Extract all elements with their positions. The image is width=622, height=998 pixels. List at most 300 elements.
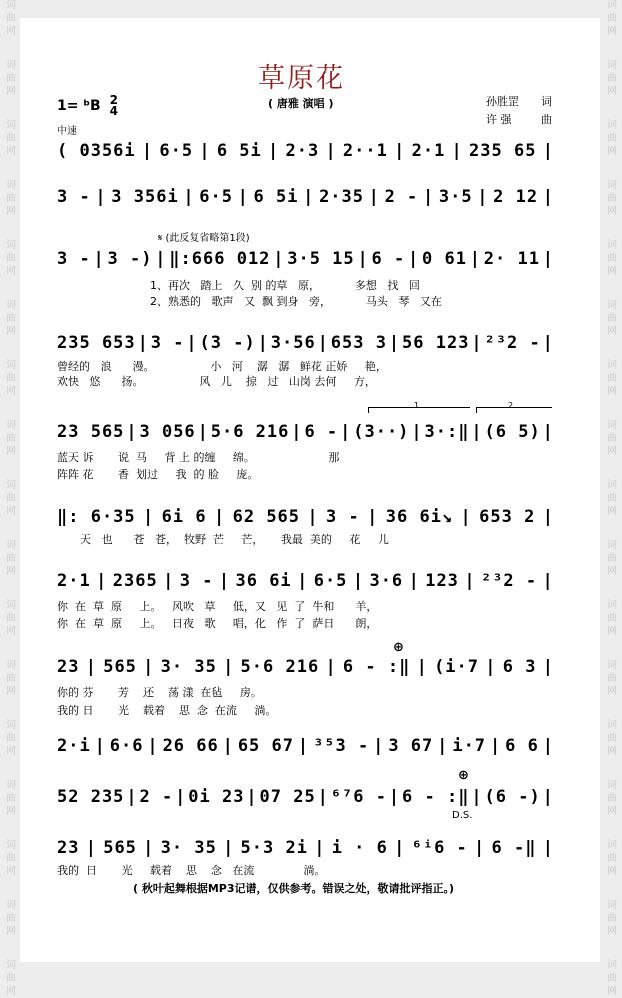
lyric-line-row7-verse2: 你 在 草 原 上。 日夜 歌 唱，化 作 了 萨日 朗， <box>57 617 378 630</box>
lyric-line-row4-verse2: 欢快 悠 扬。 风 儿 掠 过 山岗 去何 方， <box>57 375 376 388</box>
measure: 52 235 <box>57 787 125 807</box>
barline: | <box>143 838 155 858</box>
watermark-char: 网 <box>607 86 617 97</box>
watermark-char: 曲 <box>607 493 617 504</box>
barline: | <box>141 141 154 161</box>
measure: 2·1 <box>411 141 446 161</box>
barline: | <box>408 571 420 591</box>
measure: 3·6 <box>369 571 404 591</box>
barline: | <box>237 187 249 207</box>
coda-icon-1: ⊕ <box>393 640 404 655</box>
measure: 3·56 <box>270 333 316 353</box>
watermark-char: 曲 <box>607 613 617 624</box>
measure: 2 - <box>139 787 174 807</box>
watermark-char: 曲 <box>6 853 16 864</box>
watermark-char: 词 <box>6 300 16 311</box>
measure: 123 <box>425 571 459 591</box>
barline: | <box>542 333 554 353</box>
lyric-line-row7-verse1: 你 在 草 原 上。 风吹 草 低，又 见 了 牛和 羊， <box>57 600 378 613</box>
barline: | <box>317 787 329 807</box>
watermark-char: 词 <box>607 360 617 371</box>
barline: | <box>175 787 187 807</box>
watermark-char: 网 <box>607 866 617 877</box>
barline: | <box>325 141 337 161</box>
barline: | <box>155 249 167 269</box>
lyric-line-row5-verse2: 阵阵 花 香 划过 我 的 脸 庞。 <box>57 468 259 481</box>
measure: 653 3 <box>330 333 387 353</box>
watermark-char: 词 <box>6 540 16 551</box>
measure: 6 - :‖ <box>402 787 470 807</box>
measure: 3· 35 <box>160 657 217 677</box>
measure: 3· 35 <box>160 838 217 858</box>
measure: ²³2 - <box>480 571 538 591</box>
barline: | <box>474 838 486 858</box>
barline: | <box>85 657 97 677</box>
watermark-char: 网 <box>607 26 617 37</box>
watermark-char: 网 <box>607 986 617 997</box>
watermark-char: 词 <box>6 840 16 851</box>
barline: | <box>388 787 401 807</box>
barline: | <box>163 571 175 591</box>
watermark-char: 词 <box>607 720 617 731</box>
measure: 36 6i <box>235 571 292 591</box>
watermark-char: 曲 <box>6 493 16 504</box>
barline: | <box>411 422 423 442</box>
watermark-char: 网 <box>607 686 617 697</box>
ds-label: D.S. <box>452 810 473 821</box>
barline: | <box>126 787 138 807</box>
barline: | <box>542 187 554 207</box>
watermark-char: 网 <box>6 986 16 997</box>
watermark-char: 词 <box>6 240 16 251</box>
barline: | <box>542 422 554 442</box>
watermark-char: 词 <box>6 960 16 971</box>
watermark-char: 网 <box>6 866 16 877</box>
notation-row <box>57 505 554 529</box>
barline: | <box>307 507 319 527</box>
watermark-char: 词 <box>6 420 16 431</box>
watermark-char: 曲 <box>607 913 617 924</box>
barline: | <box>437 736 449 756</box>
barline: | <box>186 333 198 353</box>
watermark-char: 曲 <box>6 193 16 204</box>
measure: 65 67 <box>237 736 294 756</box>
measure: 6·6 <box>109 736 144 756</box>
measure: (6 5) <box>484 422 541 442</box>
watermark-char: 曲 <box>6 613 16 624</box>
singer-line: ( 唐雅 演唱 ) <box>268 97 334 110</box>
watermark-char: 曲 <box>607 553 617 564</box>
barline: | <box>542 507 554 527</box>
measure: 6·5 <box>159 141 194 161</box>
watermark-char: 曲 <box>6 373 16 384</box>
watermark-char: 网 <box>607 626 617 637</box>
watermark-char: 网 <box>6 926 16 937</box>
barline: | <box>268 141 280 161</box>
lyric-line-row8-verse1: 你的 芬 芳 还 荡 漾 在毡 房。 <box>57 686 262 699</box>
measure: 6 5i <box>216 141 262 161</box>
measure: 2··1 <box>342 141 388 161</box>
watermark-char: 曲 <box>6 13 16 24</box>
watermark-char: 词 <box>607 840 617 851</box>
watermark-char: 曲 <box>6 253 16 264</box>
coda-icon-2: ⊕ <box>458 768 469 783</box>
lyric-line-row5-verse1: 蓝天 诉 说 马 背 上 的缠 绵。 那 <box>57 451 340 464</box>
watermark-char: 词 <box>607 0 617 11</box>
lyricist-role: 词 <box>541 95 552 108</box>
watermark-char: 网 <box>6 686 16 697</box>
measure: 2·i <box>57 736 91 756</box>
notation-row <box>57 139 554 163</box>
barline: | <box>126 422 138 442</box>
barline: | <box>143 507 155 527</box>
watermark-char: 曲 <box>607 733 617 744</box>
watermark-char: 曲 <box>607 973 617 984</box>
watermark-char: 曲 <box>6 313 16 324</box>
barline: | <box>222 736 234 756</box>
watermark-char: 曲 <box>6 973 16 984</box>
volta-2-bracket <box>476 407 552 408</box>
footer-note: ( 秋叶起舞根据MP3记谱，仅供参考。错误之处，敬请批评指正。) <box>133 882 455 895</box>
measure: i·7 <box>452 736 487 756</box>
barline: | <box>314 838 326 858</box>
segno-icon: 𝄋 <box>158 233 163 244</box>
measure: 56 123 <box>402 333 470 353</box>
measure: 6 - <box>304 422 339 442</box>
measure: 0i 23 <box>188 787 245 807</box>
measure: 3 - <box>57 249 91 269</box>
watermark-char: 网 <box>6 806 16 817</box>
watermark-char: 曲 <box>6 793 16 804</box>
measure: ( 0356i <box>57 141 136 161</box>
watermark-char: 网 <box>607 746 617 757</box>
right-watermark <box>604 0 620 997</box>
watermark-char: 网 <box>6 326 16 337</box>
measure: 6 5i <box>253 187 299 207</box>
barline: | <box>367 507 379 527</box>
watermark-char: 词 <box>6 660 16 671</box>
watermark-char: 词 <box>6 480 16 491</box>
watermark-char: 曲 <box>6 733 16 744</box>
barline: | <box>460 507 472 527</box>
barline: | <box>213 507 226 527</box>
measure: 36 6i↘ <box>385 507 454 527</box>
watermark-char: 词 <box>607 180 617 191</box>
measure: 235 65 <box>469 141 537 161</box>
watermark-char: 词 <box>6 0 16 11</box>
barline: | <box>352 571 365 591</box>
measure: i · 6 <box>331 838 388 858</box>
measure: 2·1 <box>57 571 91 591</box>
barline: | <box>291 422 303 442</box>
measure: ⁶⁷6 - <box>330 787 387 807</box>
barline: | <box>542 141 554 161</box>
barline: | <box>85 838 97 858</box>
watermark-char: 词 <box>607 240 617 251</box>
watermark-char: 曲 <box>607 793 617 804</box>
measure: 5·3 2i <box>240 838 308 858</box>
watermark-char: 网 <box>607 446 617 457</box>
watermark-char: 网 <box>6 86 16 97</box>
barline: | <box>451 141 463 161</box>
notation-row <box>57 569 554 593</box>
watermark-char: 词 <box>607 900 617 911</box>
measure: (3··) <box>353 422 410 442</box>
barline: | <box>489 736 502 756</box>
watermark-char: 网 <box>6 506 16 517</box>
watermark-char: 网 <box>607 566 617 577</box>
time-signature-bottom: 4 <box>109 104 118 118</box>
measure: 3 - <box>326 507 360 527</box>
measure: 07 25 <box>259 787 316 807</box>
barline: | <box>485 657 497 677</box>
notation-row <box>57 785 554 809</box>
watermark-char: 网 <box>607 806 617 817</box>
watermark-char: 网 <box>6 26 16 37</box>
measure: 5·6 216 <box>210 422 290 442</box>
watermark-char: 词 <box>607 600 617 611</box>
watermark-char: 网 <box>607 266 617 277</box>
watermark-char: 网 <box>607 206 617 217</box>
barline: | <box>368 187 380 207</box>
watermark-char: 网 <box>6 146 16 157</box>
key-text: 1= ᵇB <box>57 98 101 114</box>
watermark-char: 网 <box>607 146 617 157</box>
measure: 3 -) <box>107 249 153 269</box>
barline: | <box>471 422 483 442</box>
watermark-char: 词 <box>607 960 617 971</box>
volta-2-number: 2 <box>508 401 514 410</box>
measure: 6 -‖ <box>491 838 537 858</box>
barline: | <box>357 249 369 269</box>
measure: 2 - <box>384 187 419 207</box>
watermark-char: 网 <box>607 506 617 517</box>
barline: | <box>471 333 483 353</box>
measure: 3·:‖ <box>424 422 470 442</box>
barline: | <box>218 571 231 591</box>
measure: ²³2 - <box>484 333 541 353</box>
measure: (3 -) <box>199 333 256 353</box>
barline: | <box>388 333 401 353</box>
barline: | <box>542 838 554 858</box>
measure: 23 565 <box>57 422 125 442</box>
watermark-char: 词 <box>6 120 16 131</box>
lyric-line-row3-verse2: 2、熟悉的 歌声 又 飘 到身 旁， 马头 琴 又在 <box>150 295 442 308</box>
credits <box>486 93 552 129</box>
watermark-char: 词 <box>607 540 617 551</box>
barline: | <box>542 736 554 756</box>
barline: | <box>407 249 420 269</box>
watermark-char: 词 <box>6 600 16 611</box>
measure: 3 - <box>179 571 214 591</box>
watermark-char: 词 <box>607 60 617 71</box>
volta-1-number: 1 <box>414 401 420 410</box>
watermark-char: 曲 <box>6 433 16 444</box>
barline: | <box>183 187 195 207</box>
watermark-char: 曲 <box>607 253 617 264</box>
measure: 3 67 <box>388 736 434 756</box>
measure: 565 <box>103 838 137 858</box>
barline: | <box>469 249 481 269</box>
measure: 6·5 <box>313 571 348 591</box>
measure: 6 - <box>371 249 406 269</box>
barline: | <box>317 333 329 353</box>
measure: 2·35 <box>319 187 365 207</box>
watermark-char: 曲 <box>607 673 617 684</box>
composer-role: 曲 <box>541 113 552 126</box>
notation-row <box>57 836 554 860</box>
watermark-char: 曲 <box>607 853 617 864</box>
watermark-char: 网 <box>607 326 617 337</box>
barline: | <box>464 571 476 591</box>
watermark-char: 词 <box>607 420 617 431</box>
watermark-char: 网 <box>6 746 16 757</box>
left-watermark <box>3 0 19 997</box>
measure: 3 - <box>57 187 91 207</box>
watermark-char: 词 <box>607 660 617 671</box>
tempo-marking: 中速 <box>57 126 77 137</box>
watermark-char: 曲 <box>607 193 617 204</box>
watermark-char: 曲 <box>6 133 16 144</box>
measure: 26 66 <box>162 736 219 756</box>
measure: 3 056 <box>139 422 196 442</box>
barline: | <box>325 657 337 677</box>
barline: | <box>197 422 209 442</box>
measure: ³⁵3 - <box>313 736 370 756</box>
lyric-line-row11: 我的 日 光 载着 思 念 在流 淌。 <box>57 864 326 877</box>
barline: | <box>223 838 235 858</box>
barline: | <box>273 249 285 269</box>
barline: | <box>394 838 406 858</box>
barline: | <box>477 187 489 207</box>
watermark-char: 网 <box>607 386 617 397</box>
watermark-char: 曲 <box>607 13 617 24</box>
watermark-char: 网 <box>6 446 16 457</box>
barline: | <box>95 187 107 207</box>
lyric-line-row3-verse1: 1、再次 踏上 久 别 的草 原， 多想 找 回 <box>150 279 420 292</box>
measure: 23 <box>57 657 80 677</box>
measure: ‖:666 012 <box>169 249 271 269</box>
notation-row <box>57 734 554 758</box>
measure: 653 2 <box>479 507 536 527</box>
lyricist-name: 孙胜罡 <box>486 95 519 108</box>
barline: | <box>94 736 106 756</box>
notation-row <box>57 247 554 271</box>
barline: | <box>542 571 554 591</box>
notation-row <box>57 331 554 355</box>
watermark-char: 曲 <box>607 73 617 84</box>
watermark-char: 词 <box>6 780 16 791</box>
notation-row <box>57 655 554 679</box>
watermark-char: 词 <box>6 900 16 911</box>
watermark-char: 词 <box>607 480 617 491</box>
measure: 2·3 <box>285 141 320 161</box>
watermark-char: 词 <box>6 360 16 371</box>
segno-note <box>158 229 250 244</box>
watermark-char: 曲 <box>607 373 617 384</box>
segno-note-text: (此反复省略第1段) <box>165 233 250 244</box>
measure: 62 565 <box>232 507 301 527</box>
measure: 23 <box>57 838 80 858</box>
barline: | <box>340 422 352 442</box>
barline: | <box>422 187 435 207</box>
measure: 2· 11 <box>483 249 540 269</box>
barline: | <box>297 571 309 591</box>
watermark-char: 词 <box>607 300 617 311</box>
barline: | <box>297 736 310 756</box>
barline: | <box>373 736 385 756</box>
watermark-char: 网 <box>6 386 16 397</box>
measure: 6 - :‖ <box>342 657 411 677</box>
watermark-char: 曲 <box>607 433 617 444</box>
measure: 0 61 <box>422 249 467 269</box>
barline: | <box>542 249 554 269</box>
barline: | <box>416 657 428 677</box>
barline: | <box>471 787 483 807</box>
measure: 3 356i <box>111 187 179 207</box>
watermark-char: 词 <box>6 60 16 71</box>
watermark-char: 网 <box>6 626 16 637</box>
barline: | <box>143 657 155 677</box>
notation-row <box>57 420 554 444</box>
barline: | <box>303 187 315 207</box>
watermark-char: 网 <box>6 266 16 277</box>
watermark-char: 曲 <box>607 133 617 144</box>
measure: 6 6 <box>505 736 539 756</box>
measure: 3·5 <box>438 187 473 207</box>
measure: 2 12 <box>493 187 539 207</box>
watermark-char: 曲 <box>6 73 16 84</box>
watermark-char: 词 <box>6 720 16 731</box>
lyric-line-row4-verse1: 曾经的 浪 漫。 小 河 潺 潺 鲜花 正娇 艳， <box>57 360 387 373</box>
watermark-char: 词 <box>607 780 617 791</box>
measure: (i·7 <box>434 657 480 677</box>
lyric-line-row6: 天 也 苍 苍， 牧野 芒 芒， 我最 美的 花 儿 <box>80 533 389 546</box>
watermark-char: 网 <box>6 566 16 577</box>
barline: | <box>542 787 554 807</box>
barline: | <box>96 571 108 591</box>
watermark-char: 曲 <box>607 313 617 324</box>
measure: 3 - <box>150 333 185 353</box>
barline: | <box>137 333 149 353</box>
watermark-char: 网 <box>6 206 16 217</box>
measure: 235 653 <box>57 333 136 353</box>
volta-1-tick <box>368 407 369 413</box>
volta-2-tick <box>476 407 477 413</box>
barline: | <box>93 249 105 269</box>
measure: 6i 6 <box>161 507 207 527</box>
watermark-char: 网 <box>607 926 617 937</box>
lyric-line-row8-verse2: 我的 日 光 载着 思 念 在流 淌。 <box>57 704 277 717</box>
measure: 3·5 15 <box>287 249 355 269</box>
key-signature <box>57 95 118 117</box>
measure: 6 3 <box>502 657 537 677</box>
watermark-char: 曲 <box>6 553 16 564</box>
barline: | <box>147 736 159 756</box>
measure: ‖: 6·35 <box>57 507 136 527</box>
barline: | <box>223 657 235 677</box>
time-signature-top: 2 <box>109 93 118 107</box>
measure: (6 -) <box>484 787 541 807</box>
watermark-char: 词 <box>6 180 16 191</box>
watermark-char: 曲 <box>6 913 16 924</box>
measure: 565 <box>103 657 137 677</box>
measure: 2365 <box>112 571 158 591</box>
watermark-char: 曲 <box>6 673 16 684</box>
barline: | <box>394 141 406 161</box>
barline: | <box>199 141 211 161</box>
barline: | <box>542 657 554 677</box>
